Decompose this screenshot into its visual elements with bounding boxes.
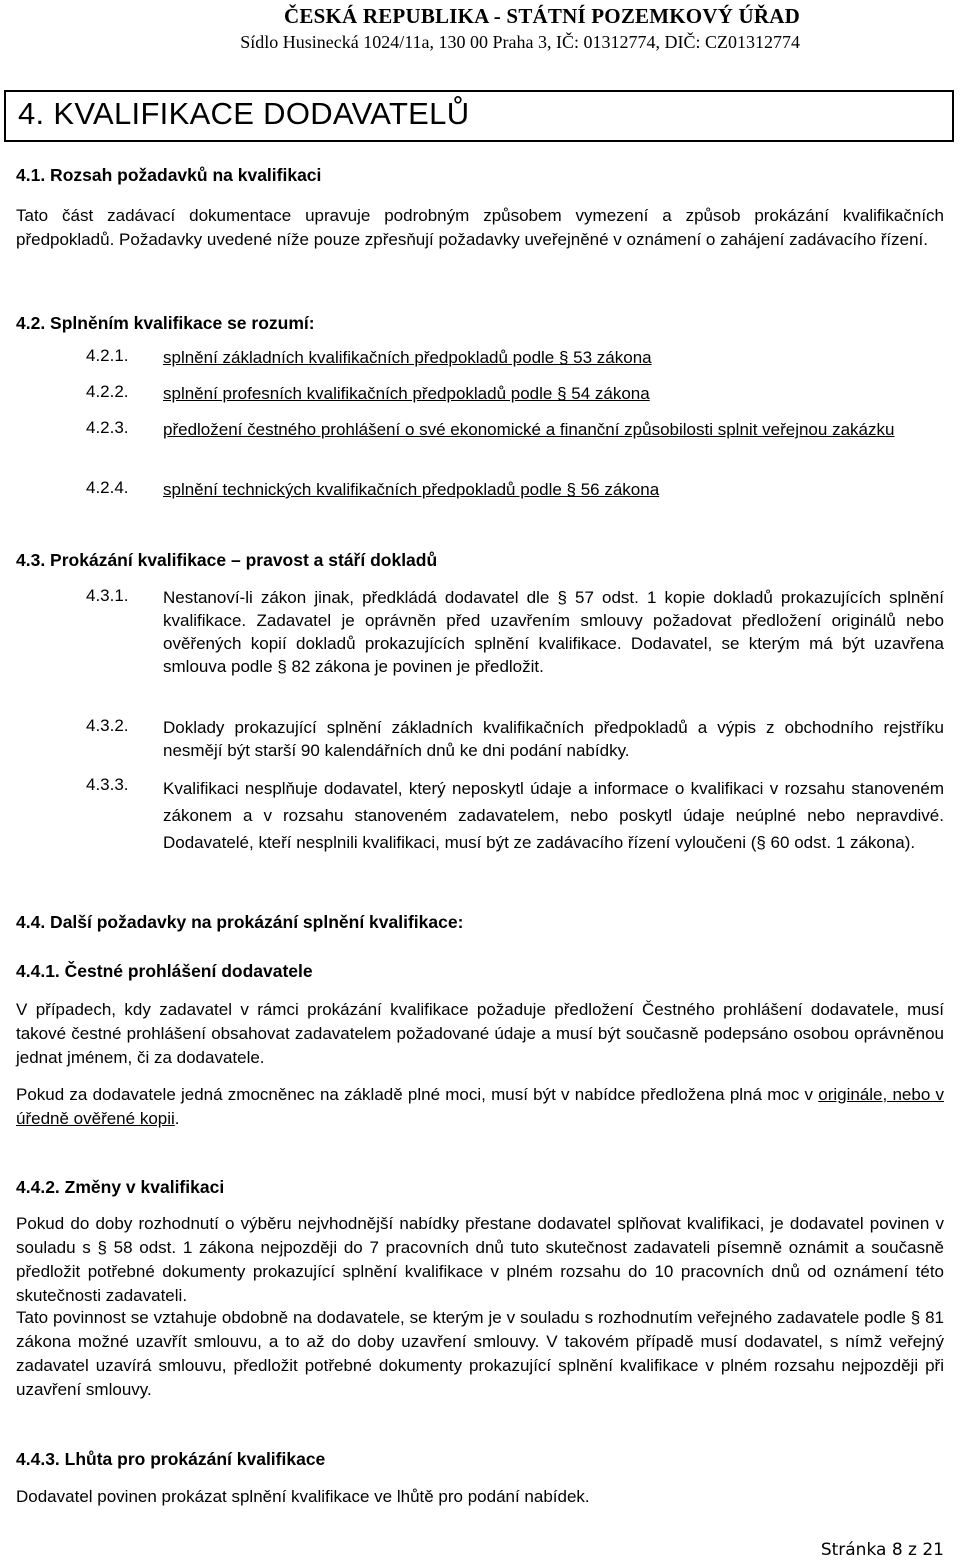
item-text: Nestanoví-li zákon jinak, předkládá dodavatel dle § 57 odst. 1 kopie dokladů prokazujících splnění kvalifikace. Zadavatel je oprávněn před uzavřením smlouvy požadovat předložení originálů nebo ověřených kopií dokladů prokazujících splnění kvalifikace. Dodavatel, se kterým má být uzavřena smlouva podle § 82 zákona je povinen je předložit. [163, 588, 944, 676]
item-text: Doklady prokazující splnění základních kvalifikačních předpokladů a výpis z obchodního rejstříku nesmějí být starší 90 kalendářních dnů ke dni podání nabídky. [163, 718, 944, 760]
item-number: 4.3.3. [86, 775, 129, 794]
item-number: 4.3.2. [86, 716, 129, 735]
section-4-4-2-title: 4.4.2. Změny v kvalifikaci [16, 1177, 225, 1197]
section-4-4-2-paragraph: Pokud do doby rozhodnutí o výběru nejvhodnější nabídky přestane dodavatel splňovat kvalifikaci, je dodavatel povinen v souladu s § 58 odst. 1 zákona nejpozději do 7 pracovních dnů tuto skutečnost zadavateli písemně oznámit a současně předložit potřebné dokumenty prokazující splnění kvalifikace v plném rozsahu do 10 pracovních dnů od oznámení této skutečnosti zadavateli. [16, 1214, 944, 1305]
page-number: Stránka 8 z 21 [820, 1540, 944, 1560]
header-address: Sídlo Husinecká 1024/11a, 130 00 Praha 3, IČ: 01312774, DIČ: CZ01312774 [240, 32, 800, 52]
section-4-1-text: Tato část zadávací dokumentace upravuje podrobným způsobem vymezení a způsob prokázání kvalifikačních předpokladů. Požadavky uvedené níže pouze zpřesňují požadavky uveřejněné v oznámení o zahájení zadávacího řízení. [16, 206, 944, 249]
item-number: 4.3.1. [86, 586, 129, 605]
section-4-4-1-paragraph-2: Pokud za dodavatele jedná zmocněnec na základě plné moci, musí být v nabídce předložena plná moc v originále, nebo v úředně ověřené kopii. [16, 1085, 944, 1128]
chapter-title: 4. KVALIFIKACE DODAVATELŮ [18, 96, 470, 131]
item-text: předložení čestného prohlášení o své ekonomické a finanční způsobilosti splnit veřejnou zakázku [163, 420, 895, 439]
original-copy-phrase: originále, nebo v úředně ověřené kopii [16, 1085, 944, 1128]
page-header [0, 0, 960, 70]
section-4-4-1-title: 4.4.1. Čestné prohlášení dodavatele [16, 961, 313, 981]
item-number: 4.2.1. [86, 346, 129, 365]
chapter-title-box [4, 90, 954, 142]
item-text: splnění profesních kvalifikačních předpokladů podle § 54 zákona [163, 384, 650, 403]
header-organization: ČESKÁ REPUBLIKA - STÁTNÍ POZEMKOVÝ ÚŘAD [284, 4, 800, 28]
item-number: 4.2.3. [86, 418, 129, 437]
section-4-4-2-paragraph-2: Tato povinnost se vztahuje obdobně na dodavatele, se kterým je v souladu s rozhodnutím veřejného zadavatele podle § 81 zákona možné uzavřít smlouvu, a to až do doby uzavření smlouvy. V takovém případě musí dodavatel, s nímž veřejný zadavatel uzavírá smlouvu, předložit potřebné dokumenty prokazující splnění kvalifikace v plném rozsahu nejpozději při uzavření smlouvy. [16, 1308, 944, 1399]
item-number: 4.2.4. [86, 478, 129, 497]
section-4-2-title: 4.2. Splněním kvalifikace se rozumí: [16, 313, 315, 333]
section-4-1-title: 4.1. Rozsah požadavků na kvalifikaci [16, 165, 322, 185]
section-4-4-3-title: 4.4.3. Lhůta pro prokázání kvalifikace [16, 1449, 326, 1469]
item-text: Kvalifikaci nesplňuje dodavatel, který neposkytl údaje a informace o kvalifikaci v rozsahu stanoveném zákonem a v rozsahu stanoveném zadavatelem, nebo poskytl údaje neúplné nebo nepravdivé. Dodavatelé, kteří nesplnili kvalifikaci, musí být ze zadávacího řízení vyloučeni (§ 60 odst. 1 zákona). [163, 779, 944, 852]
item-text: splnění základních kvalifikačních předpokladů podle § 53 zákona [163, 348, 652, 367]
section-4-4-title: 4.4. Další požadavky na prokázání splnění kvalifikace: [16, 912, 464, 932]
section-4-4-3-paragraph: Dodavatel povinen prokázat splnění kvalifikace ve lhůtě pro podání nabídek. [16, 1487, 590, 1506]
section-4-4-1-paragraph: V případech, kdy zadavatel v rámci prokázání kvalifikace požaduje předložení Čestného prohlášení dodavatele, musí takové čestné prohlášení obsahovat zadavatelem požadované údaje a musí být současně podepsáno osobou oprávněnou jednat jménem, či za dodavatele. [16, 1000, 944, 1067]
item-number: 4.2.2. [86, 382, 129, 401]
section-4-3-title: 4.3. Prokázání kvalifikace – pravost a stáří dokladů [16, 550, 438, 570]
item-text: splnění technických kvalifikačních předpokladů podle § 56 zákona [163, 480, 660, 499]
